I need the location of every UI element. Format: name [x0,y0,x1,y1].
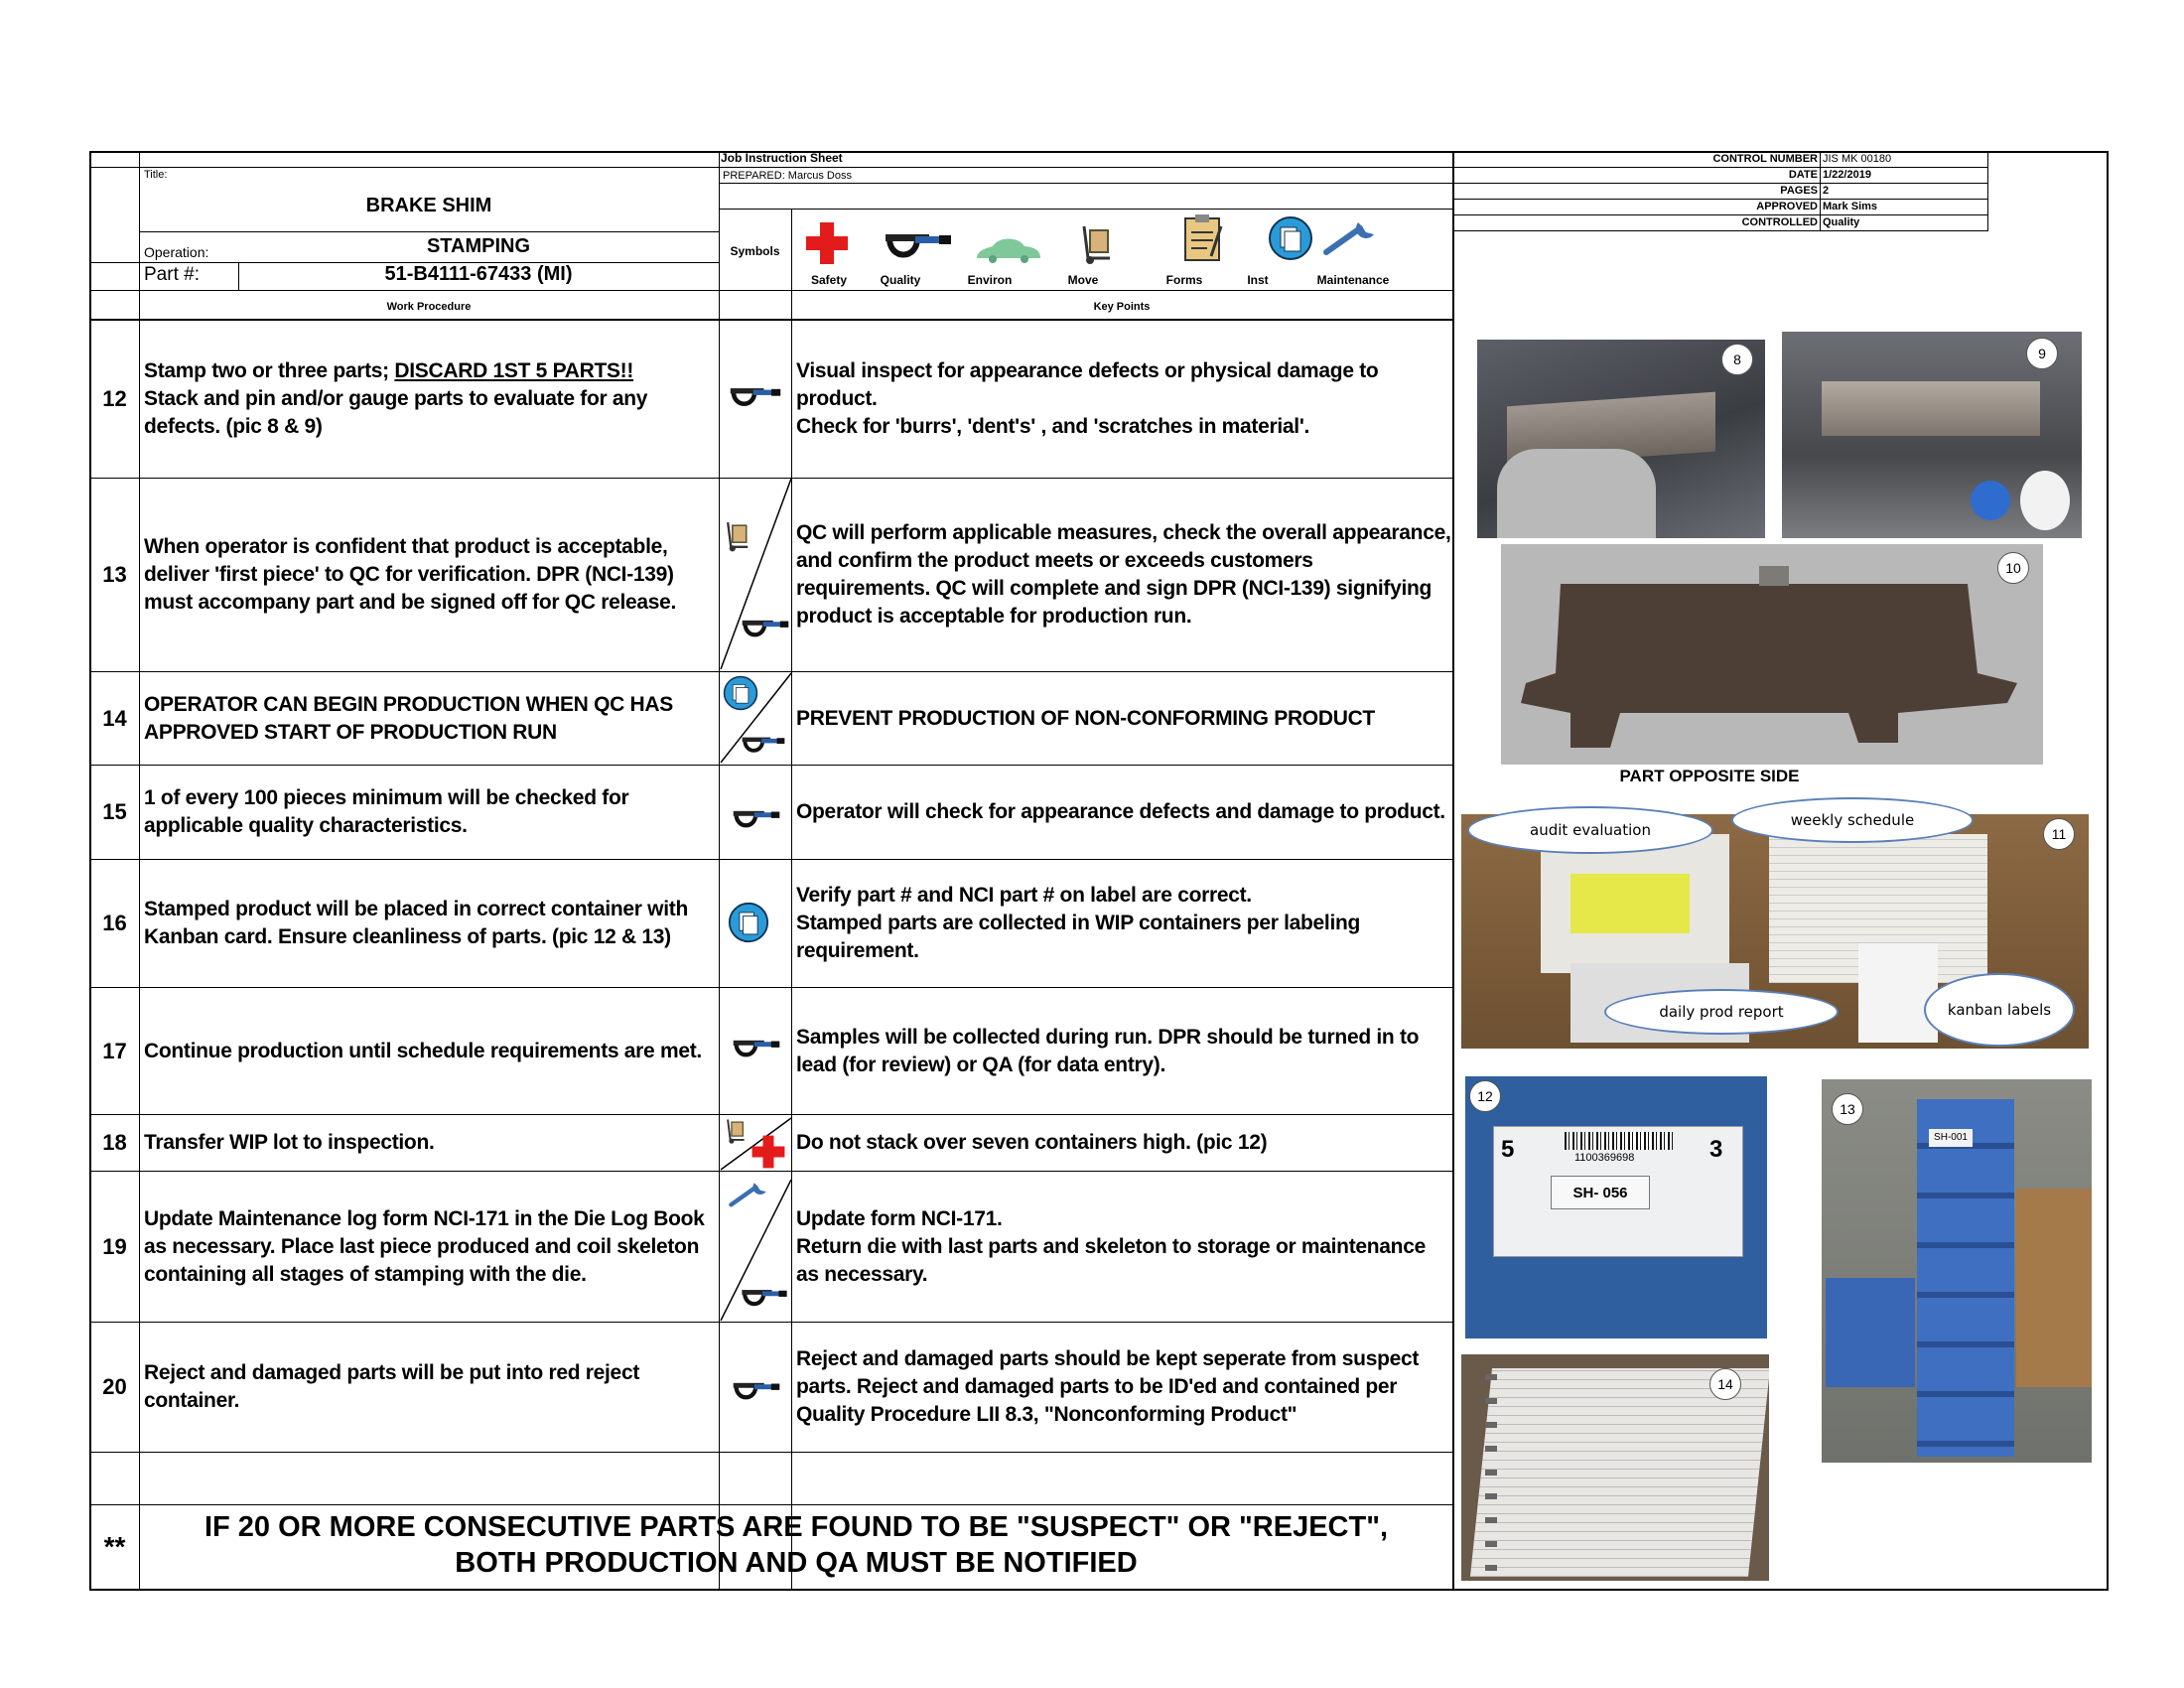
title-value: BRAKE SHIM [365,195,492,216]
key-points-label: Key Points [1093,301,1151,313]
step-procedure: 1 of every 100 pieces minimum will be checked for applicable quality characteristics. [144,786,629,837]
part-value: 51-B4111-67433 (MI) [384,263,573,285]
step-procedure: Update Maintenance log form NCI-171 in the Die Log Book as necessary. Place last piece produced and coil skeleton containing all stages of stamping with the die. [144,1206,705,1286]
sheet-title: Job Instruction Sheet [721,151,843,165]
work-procedure-label: Work Procedure [386,301,472,313]
container-label: SH- 056 [1551,1176,1650,1209]
micrometer-icon [884,230,953,264]
micrometer-icon [731,1380,782,1404]
operation-label: Operation: [144,244,209,260]
step-key-point: QC will perform applicable measures, check the overall appearance, and confirm the product meets or exceeds customers requirements. QC will complete and sign DPR (NCI-139) signifying product is acceptable for production run. [796,521,1451,628]
symbol-label-safety: Safety [810,273,848,287]
document-icon [728,902,769,943]
micrometer-icon [728,385,783,411]
photo-badge: 10 [1997,552,2029,584]
footer-warning-line-1: IF 20 OR MORE CONSECUTIVE PARTS ARE FOUND TO BE "SUSPECT" OR "REJECT", [204,1511,1389,1543]
micrometer-icon [741,735,786,757]
step-key-point: Operator will check for appearance defects and damage to product. [796,800,1445,823]
step-number: 14 [102,705,127,731]
step-number: 15 [102,799,127,824]
step-key-point: Reject and damaged parts should be kept seperate from suspect parts. Reject and damaged parts to be ID'ed and contained per Quality Procedure LII 8.3, "Nonconforming Product" [796,1347,1420,1426]
step-procedure-text-2: Stack and pin and/or gauge parts to evaluate for any defects. (pic 8 & 9) [144,386,648,438]
photo-badge: 12 [1469,1080,1501,1112]
footer-warning [140,1509,1452,1581]
micrometer-icon [731,1038,782,1061]
symbol-label-quality: Quality [880,273,921,287]
micrometer-icon [741,618,790,641]
step-procedure: Continue production until schedule requirements are met. [144,1039,702,1062]
photo-10 [1501,544,2043,765]
step-number: 13 [102,562,127,587]
part-label: Part #: [144,264,200,285]
photo-badge: 8 [1721,344,1753,375]
callout-daily-prod-report: daily prod report [1604,989,1839,1035]
title-label: Title: [144,169,168,181]
prepared-by: PREPARED: Marcus Doss [723,170,852,182]
photo-8 [1477,340,1765,538]
container-number-left: 5 [1501,1136,1515,1163]
photo-badge: 11 [2043,818,2075,850]
controlled-value: Quality [1823,216,1860,228]
photo-10-caption: PART OPPOSITE SIDE [1619,767,1800,785]
step-number: 12 [102,385,127,411]
document-icon [723,675,758,711]
step-procedure [140,320,719,478]
symbol-label-forms: Forms [1165,273,1203,287]
wrench-icon [727,1180,770,1209]
photo-13 [1822,1079,2092,1463]
wrench-icon [1320,218,1380,258]
symbol-label-inst: Inst [1247,273,1269,287]
step-key-point: Verify part # and NCI part # on label are correct. Stamped parts are collected in WIP containers per labeling requirement. [796,884,1361,962]
step-procedure: When operator is confident that product is acceptable, deliver 'first piece' to QC for verification. DPR (NCI-139) must accompany part and be signed off for QC release. [144,535,677,614]
photo-badge: 14 [1709,1368,1741,1400]
symbol-label-maintenance: Maintenance [1316,273,1390,287]
hand-truck-icon [723,1116,751,1146]
photo-14 [1461,1354,1769,1581]
callout-kanban-labels: kanban labels [1924,973,2075,1047]
approved-label: APPROVED [1756,201,1818,212]
approved-value: Mark Sims [1823,201,1878,212]
symbol-label-environ: Environ [967,273,1013,287]
brake-shim-image [1501,544,2043,765]
controlled-label: CONTROLLED [1741,216,1818,228]
step-number: 18 [102,1130,127,1155]
photo-9 [1782,332,2082,538]
photo-12 [1465,1076,1767,1338]
symbols-label: Symbols [730,244,780,258]
step-key-point: Samples will be collected during run. DPR should be turned in to lead (for review) or QA (for data entry). [796,1025,1420,1076]
callout-audit-evaluation: audit evaluation [1467,806,1713,854]
document-icon [1268,215,1313,261]
callout-weekly-schedule: weekly schedule [1731,797,1974,843]
micrometer-icon [731,808,782,832]
control-number-label: CONTROL NUMBER [1712,153,1818,165]
step-number: 20 [102,1374,127,1399]
date-value: 1/22/2019 [1823,169,1871,181]
hand-truck-icon [1076,222,1120,266]
step-key-point: Do not stack over seven containers high. (pic 12) [796,1131,1268,1154]
date-label: DATE [1788,169,1818,181]
photo-badge: 9 [2026,338,2058,369]
symbol-label-move: Move [1067,273,1099,287]
step-key-point: PREVENT PRODUCTION OF NON-CONFORMING PRODUCT [796,706,1375,730]
stack-label: SH-001 [1929,1129,1973,1147]
step-procedure: Stamped product will be placed in correct container with Kanban card. Ensure cleanliness of parts. (pic 12 & 13) [144,898,688,948]
step-procedure: Transfer WIP lot to inspection. [144,1131,435,1154]
step-number: 16 [102,911,127,935]
step-number: 19 [102,1233,127,1259]
red-cross-icon [751,1134,786,1170]
clipboard-icon [1181,212,1223,262]
footer-marker: ** [103,1531,126,1562]
micrometer-icon [741,1287,788,1311]
hand-truck-icon [722,516,755,556]
container-barcode: 1100369698 [1574,1152,1635,1164]
container-number-right: 3 [1709,1136,1723,1163]
footer-warning-line-2: BOTH PRODUCTION AND QA MUST BE NOTIFIED [455,1547,1138,1579]
step-procedure-text: Stamp two or three parts; [144,358,395,382]
operation-value: STAMPING [426,235,531,257]
step-key-point: Update form NCI-171. Return die with last parts and skeleton to storage or maintenance as necessary. [796,1206,1426,1286]
car-icon [973,232,1044,264]
pages-value: 2 [1823,185,1830,197]
photo-badge: 13 [1832,1093,1863,1125]
control-number-value: JIS MK 00180 [1823,153,1892,165]
step-procedure: OPERATOR CAN BEGIN PRODUCTION WHEN QC HAS APPROVED START OF PRODUCTION RUN [144,692,673,744]
step-key-point: Visual inspect for appearance defects or physical damage to product. Check for 'burrs', 'dent's' , and 'scratches in material'. [796,358,1379,438]
red-cross-icon [804,220,850,266]
step-number: 17 [102,1038,127,1063]
step-procedure: Reject and damaged parts will be put into red reject container. [144,1361,640,1412]
pages-label: PAGES [1780,185,1818,197]
step-procedure-warning: DISCARD 1ST 5 PARTS!! [394,358,634,382]
